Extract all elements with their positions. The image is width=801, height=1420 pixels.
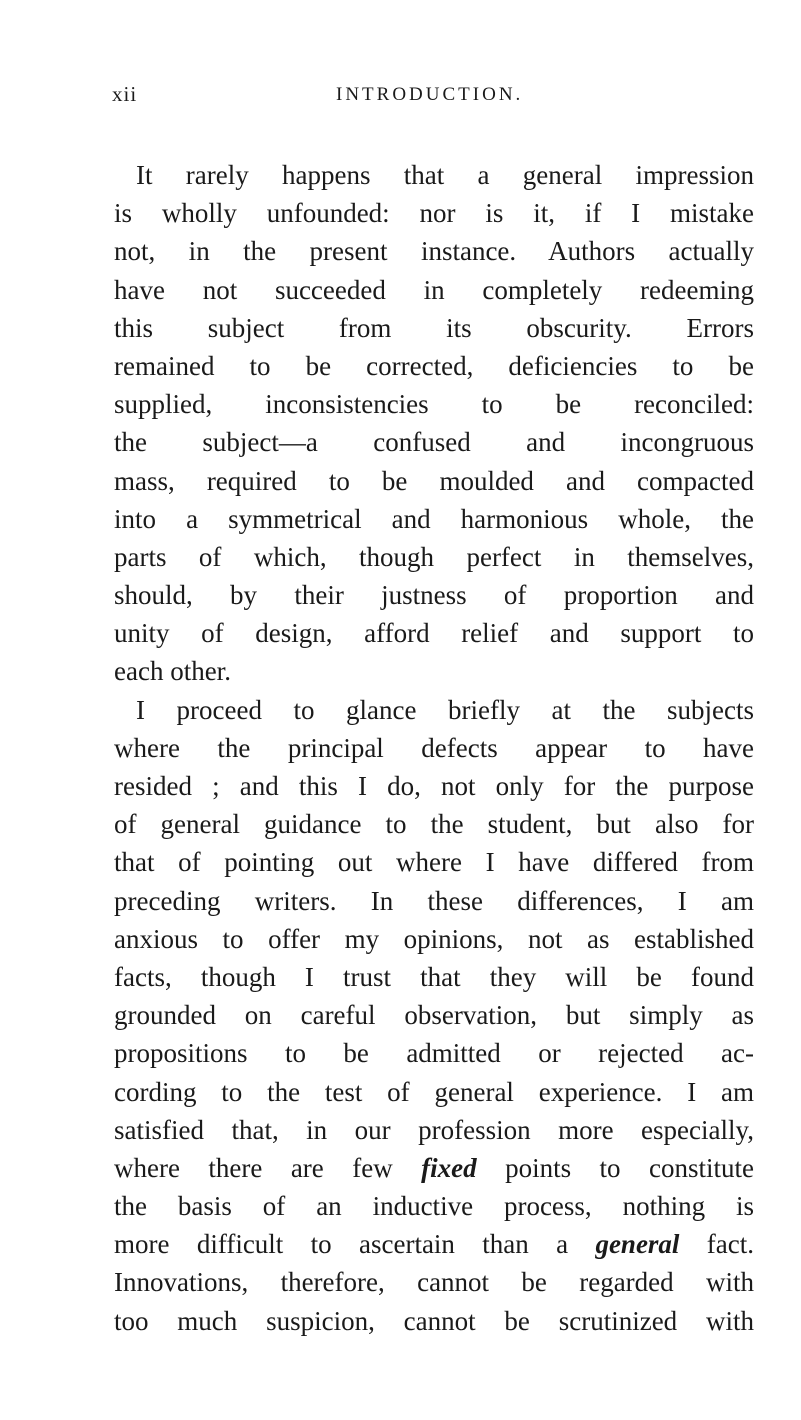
text-line: satisfied that, in our profession more especially, — [114, 1114, 754, 1145]
text-run: where there are few — [114, 1152, 422, 1183]
text-run: more difficult to ascertain than a — [114, 1229, 596, 1260]
text-line: parts of which, though perfect in themselves, — [114, 541, 754, 572]
text-line: should, by their justness of proportion and — [114, 580, 754, 611]
text-run: fact. — [679, 1229, 754, 1260]
running-title: INTRODUCTION. — [336, 84, 524, 105]
text-line: that of pointing out where I have differed from — [114, 847, 754, 878]
emphasized-word: fixed — [421, 1152, 477, 1183]
text-line: of general guidance to the student, but also for — [114, 809, 754, 840]
text-line: resided ; and this I do, not only for the purpose — [114, 771, 754, 801]
text-line: I proceed to glance briefly at the subjects — [136, 694, 754, 725]
text-line: not, in the present instance. Authors actually — [114, 236, 754, 267]
paragraph-2 — [114, 691, 754, 1340]
text-line: each other. — [114, 656, 231, 687]
text-line: anxious to offer my opinions, not as established — [114, 923, 754, 954]
text-line: into a symmetrical and harmonious whole, the — [114, 503, 754, 534]
text-line: mass, required to be moulded and compacted — [114, 465, 754, 496]
text-line-with-emphasis — [114, 1149, 754, 1187]
paragraph-1 — [114, 156, 754, 691]
page-number: xii — [112, 82, 138, 106]
running-head — [112, 82, 752, 112]
text-line: It rarely happens that a general impression — [136, 160, 754, 190]
emphasized-word: general — [595, 1229, 680, 1260]
text-line: remained to be corrected, deficiencies to be — [114, 350, 754, 381]
text-line: this subject from its obscurity. Errors — [114, 312, 754, 343]
text-line: facts, though I trust that they will be found — [114, 961, 754, 992]
body-text — [114, 156, 754, 1340]
text-line: propositions to be admitted or rejected ac- — [114, 1038, 754, 1069]
text-line: cording to the test of general experience. I am — [114, 1076, 754, 1107]
text-line: supplied, inconsistencies to be reconciled: — [114, 389, 754, 420]
text-line: grounded on careful observation, but simply as — [114, 1000, 754, 1031]
text-line: the subject—a confused and incongruous — [114, 427, 754, 458]
text-line: where the principal defects appear to have — [114, 732, 754, 763]
text-line: is wholly unfounded: nor is it, if I mistake — [114, 198, 754, 229]
text-line-with-emphasis — [114, 1225, 754, 1263]
text-line: the basis of an inductive process, nothing is — [114, 1191, 754, 1222]
text-line: too much suspicion, cannot be scrutinized with — [114, 1305, 754, 1336]
text-line: Innovations, therefore, cannot be regarded with — [114, 1267, 754, 1298]
text-run: points to constitute — [476, 1152, 754, 1183]
text-line: preceding writers. In these differences, I am — [114, 885, 754, 916]
text-line: unity of design, afford relief and support to — [114, 618, 754, 649]
text-line: have not succeeded in completely redeeming — [114, 274, 754, 305]
